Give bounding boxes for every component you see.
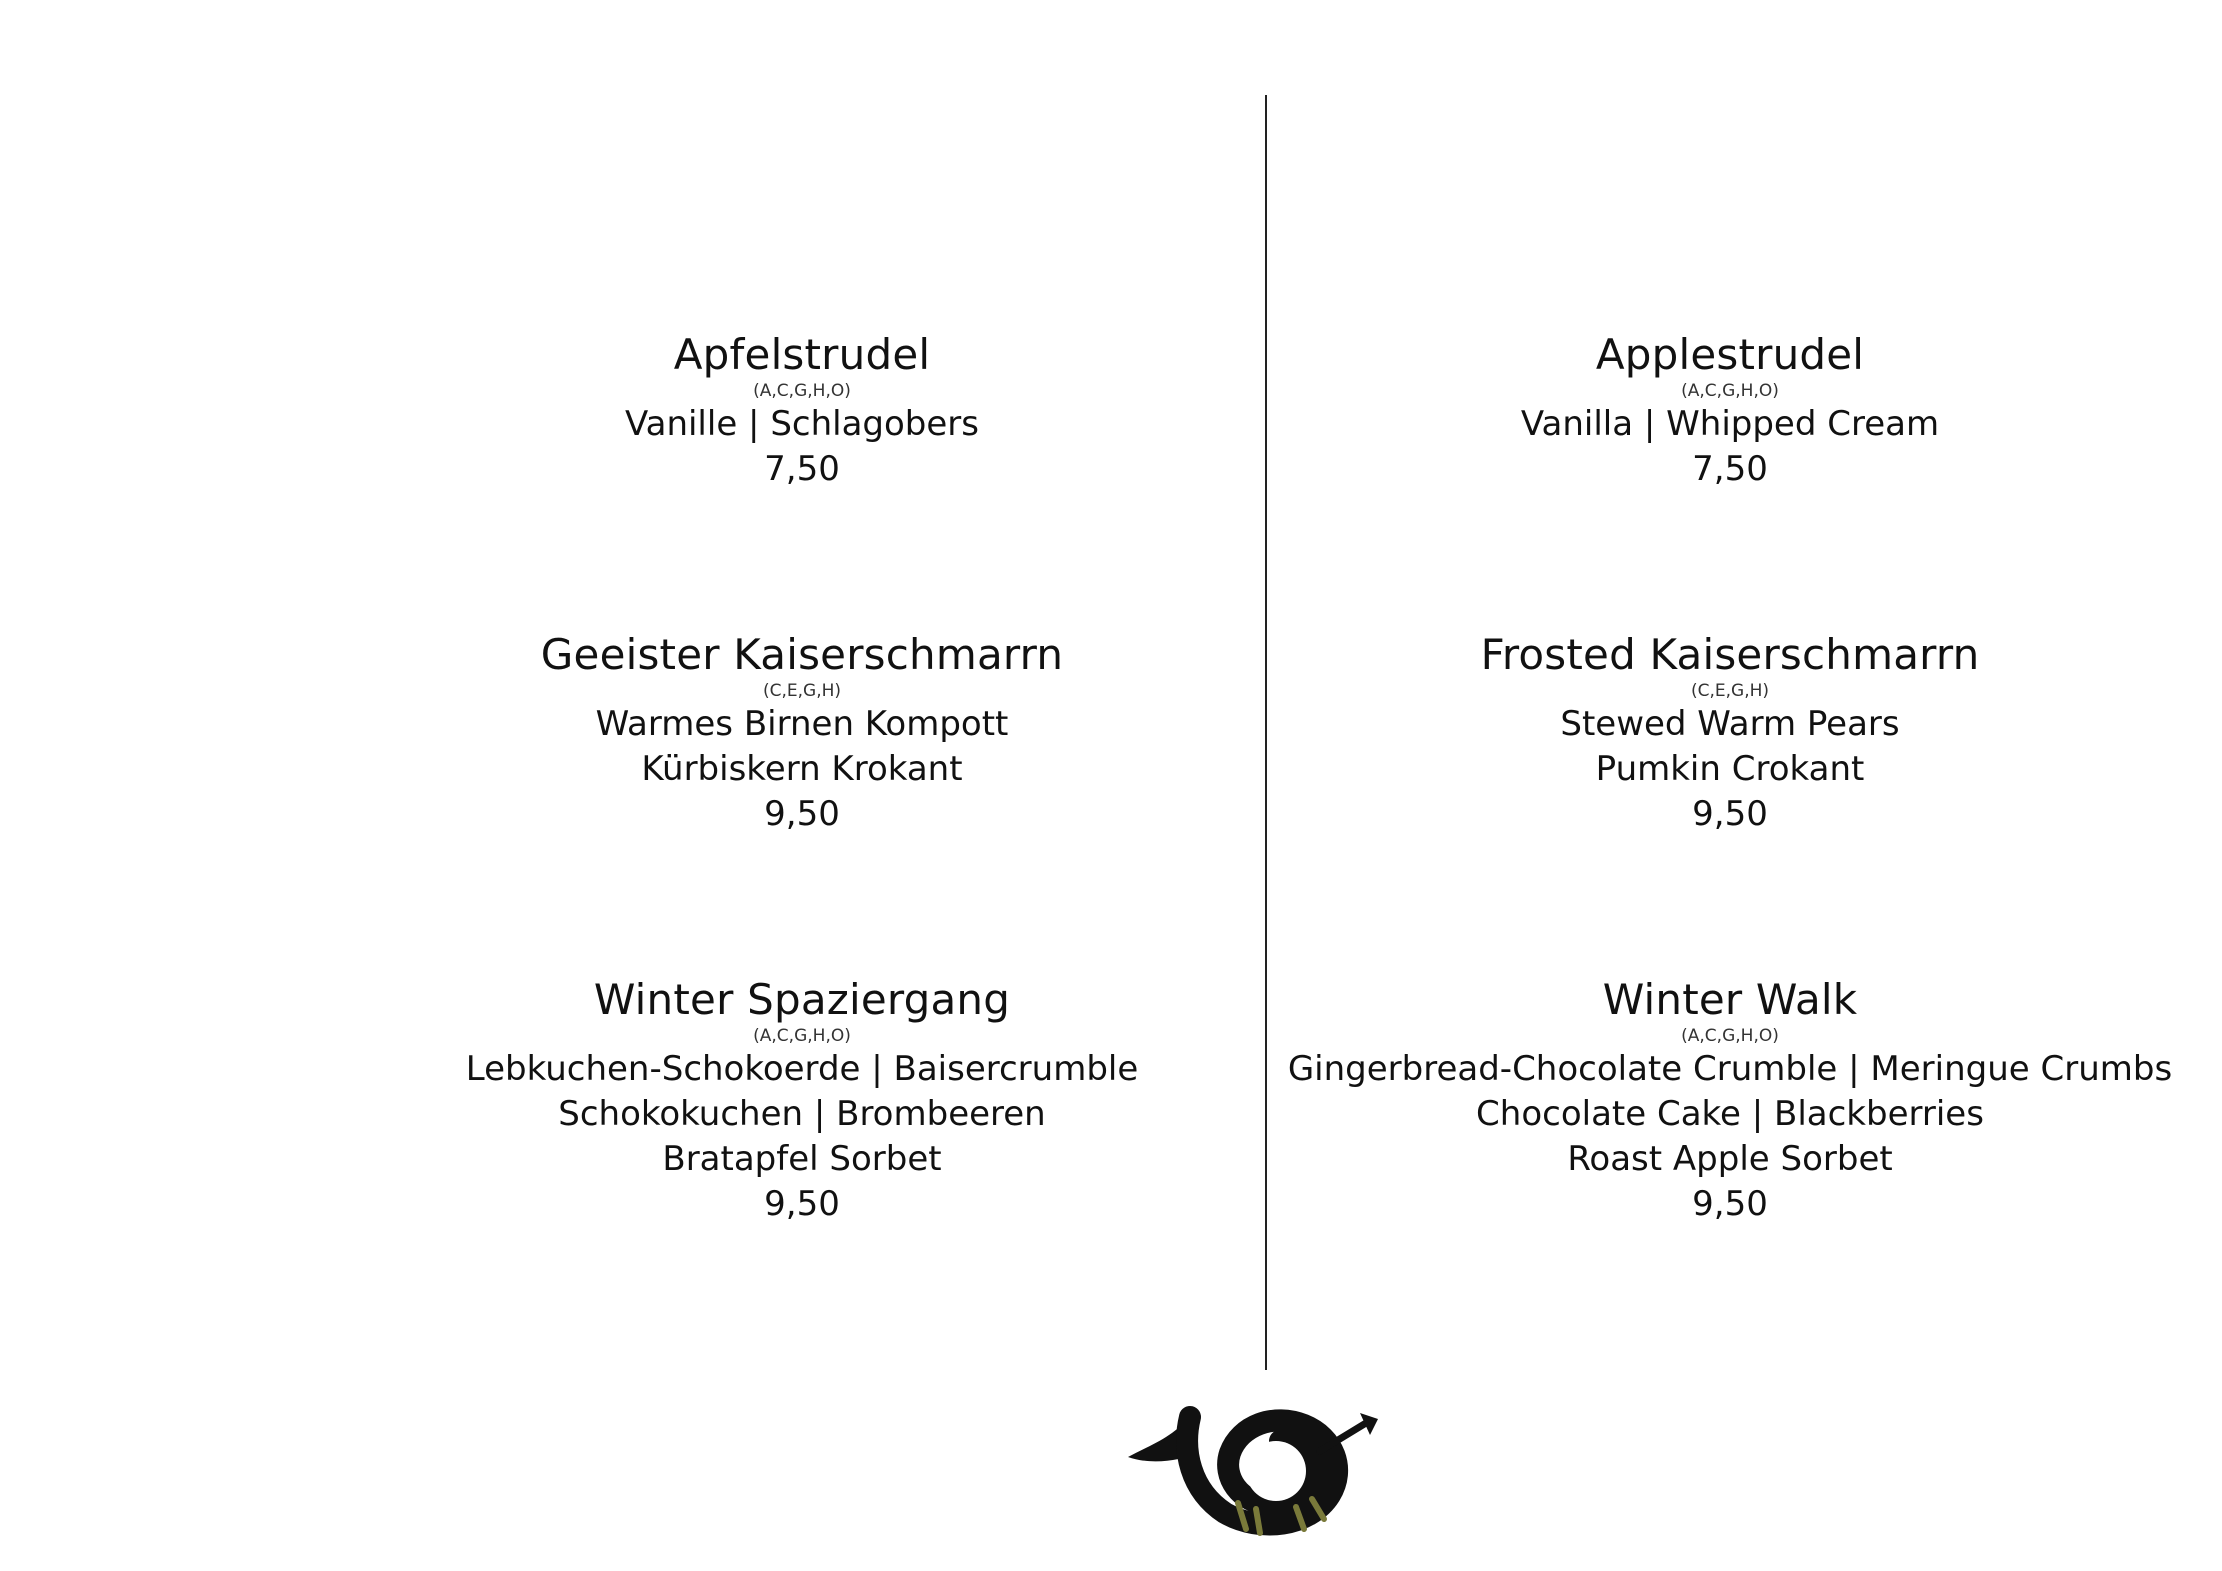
dish-winter-spaziergang <box>302 975 1302 1227</box>
dish-name: Geeister Kaiserschmarrn <box>540 630 1064 679</box>
dish-description-line: Gingerbread-Chocolate Crumble | Meringue Crumbs <box>1287 1049 2173 1089</box>
dish-allergens: (A,C,G,H,O) <box>753 381 851 401</box>
dish-allergens: (A,C,G,H,O) <box>753 1026 851 1046</box>
dish-price: 7,50 <box>764 449 840 489</box>
dish-price: 9,50 <box>1692 1184 1768 1224</box>
dish-geeister-kaiserschmarrn <box>302 630 1302 837</box>
dish-description-line: Roast Apple Sorbet <box>1567 1139 1893 1179</box>
dish-price: 9,50 <box>764 794 840 834</box>
dish-name: Frosted Kaiserschmarrn <box>1480 630 1980 679</box>
dish-name: Winter Spaziergang <box>593 975 1011 1024</box>
dish-name: Apfelstrudel <box>673 330 931 379</box>
dish-allergens: (C,E,G,H) <box>1690 681 1770 701</box>
dish-price: 7,50 <box>1692 449 1768 489</box>
dish-description-line: Kürbiskern Krokant <box>641 749 963 789</box>
dish-allergens: (C,E,G,H) <box>762 681 842 701</box>
dish-allergens: (A,C,G,H,O) <box>1681 381 1779 401</box>
dish-description-line: Pumkin Crokant <box>1595 749 1865 789</box>
dish-description-line: Vanilla | Whipped Cream <box>1520 404 1940 444</box>
dish-description-line: Stewed Warm Pears <box>1560 704 1900 744</box>
dish-description-line: Chocolate Cake | Blackberries <box>1476 1094 1984 1134</box>
dish-applestrudel <box>1230 330 2222 492</box>
post-horn-icon <box>1120 1395 1382 1540</box>
horn-band <box>1256 1509 1260 1533</box>
dish-description-line: Vanille | Schlagobers <box>624 404 979 444</box>
dish-description-line: Lebkuchen-Schokoerde | Baisercrumble <box>465 1049 1139 1089</box>
dish-description-line: Schokokuchen | Brombeeren <box>558 1094 1046 1134</box>
dish-allergens: (A,C,G,H,O) <box>1681 1026 1779 1046</box>
dish-description-line: Warmes Birnen Kompott <box>595 704 1009 744</box>
dish-frosted-kaiserschmarrn <box>1230 630 2222 837</box>
dish-apfelstrudel <box>302 330 1302 492</box>
dish-name: Winter Walk <box>1602 975 1858 1024</box>
dish-price: 9,50 <box>764 1184 840 1224</box>
dish-name: Applestrudel <box>1595 330 1865 379</box>
dish-winter-walk <box>1230 975 2222 1227</box>
dish-price: 9,50 <box>1692 794 1768 834</box>
dish-description-line: Bratapfel Sorbet <box>662 1139 942 1179</box>
